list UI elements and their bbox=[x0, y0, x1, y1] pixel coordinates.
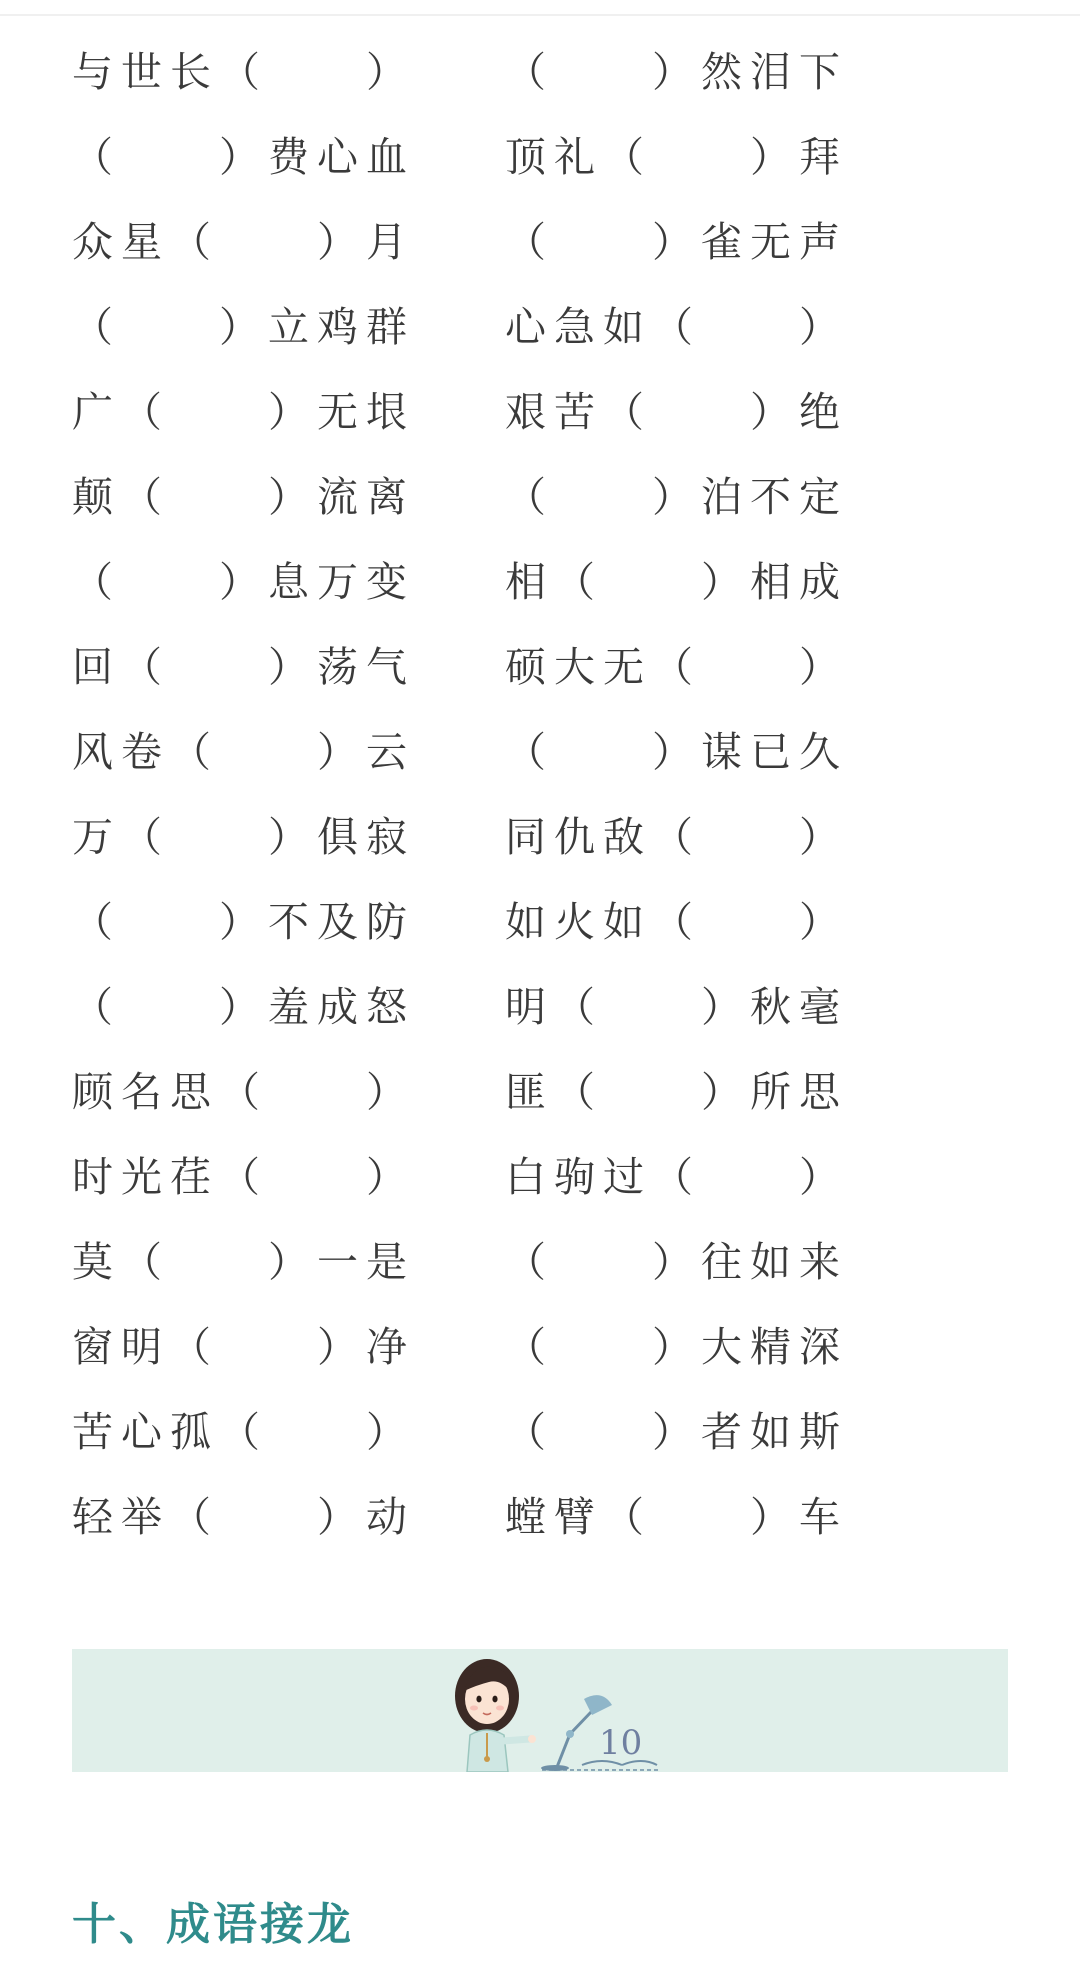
idiom-row bbox=[72, 291, 972, 376]
idiom-row bbox=[72, 121, 972, 206]
idiom-right: 硕大无（ ） bbox=[505, 643, 848, 691]
idiom-right: 螳臂（ ）车 bbox=[505, 1493, 848, 1541]
idiom-right: （ ）往如来 bbox=[505, 1238, 848, 1286]
idiom-row bbox=[72, 206, 972, 291]
idiom-left: （ ）费心血 bbox=[72, 133, 415, 181]
idiom-row bbox=[72, 886, 972, 971]
idiom-left: 轻举（ ）动 bbox=[72, 1493, 415, 1541]
idiom-left: 风卷（ ）云 bbox=[72, 728, 415, 776]
idiom-row bbox=[72, 1226, 972, 1311]
idiom-row bbox=[72, 36, 972, 121]
idiom-right: 艰苦（ ）绝 bbox=[505, 388, 848, 436]
section-banner bbox=[72, 1649, 1008, 1772]
idiom-left: 颠（ ）流离 bbox=[72, 473, 415, 521]
idiom-right: 如火如（ ） bbox=[505, 898, 848, 946]
idiom-exercise-grid bbox=[72, 36, 972, 1566]
idiom-right: （ ）雀无声 bbox=[505, 218, 848, 266]
idiom-row bbox=[72, 1481, 972, 1566]
idiom-left: （ ）立鸡群 bbox=[72, 303, 415, 351]
idiom-row bbox=[72, 971, 972, 1056]
girl-teacher-illustration bbox=[455, 1659, 536, 1772]
idiom-right: （ ）谋已久 bbox=[505, 728, 848, 776]
idiom-left: 窗明（ ）净 bbox=[72, 1323, 415, 1371]
idiom-right: （ ）者如斯 bbox=[505, 1408, 848, 1456]
idiom-left: 广（ ）无垠 bbox=[72, 388, 415, 436]
idiom-right: 白驹过（ ） bbox=[505, 1153, 848, 1201]
idiom-left: （ ）不及防 bbox=[72, 898, 415, 946]
idiom-left: （ ）息万变 bbox=[72, 558, 415, 606]
idiom-row bbox=[72, 1056, 972, 1141]
idiom-right: （ ）泊不定 bbox=[505, 473, 848, 521]
idiom-row bbox=[72, 1311, 972, 1396]
section-number: 10 bbox=[599, 1723, 643, 1763]
idiom-row bbox=[72, 631, 972, 716]
idiom-right: 顶礼（ ）拜 bbox=[505, 133, 848, 181]
idiom-left: 苦心孤（ ） bbox=[72, 1408, 415, 1456]
section-heading: 十、成语接龙 bbox=[72, 1899, 354, 1950]
idiom-row bbox=[72, 376, 972, 461]
idiom-right: 明（ ）秋毫 bbox=[505, 983, 848, 1031]
idiom-right: （ ）大精深 bbox=[505, 1323, 848, 1371]
idiom-right: 匪（ ）所思 bbox=[505, 1068, 848, 1116]
idiom-right: 心急如（ ） bbox=[505, 303, 848, 351]
idiom-left: 众星（ ）月 bbox=[72, 218, 415, 266]
idiom-left: 时光荏（ ） bbox=[72, 1153, 415, 1201]
top-divider bbox=[0, 14, 1080, 16]
idiom-left: 莫（ ）一是 bbox=[72, 1238, 415, 1286]
banner-illustration bbox=[442, 1649, 662, 1772]
idiom-left: 顾名思（ ） bbox=[72, 1068, 415, 1116]
idiom-right: 相（ ）相成 bbox=[505, 558, 848, 606]
idiom-left: 万（ ）俱寂 bbox=[72, 813, 415, 861]
idiom-right: （ ）然泪下 bbox=[505, 48, 848, 96]
idiom-left: 与世长（ ） bbox=[72, 48, 415, 96]
idiom-right: 同仇敌（ ） bbox=[505, 813, 848, 861]
idiom-row bbox=[72, 461, 972, 546]
idiom-left: 回（ ）荡气 bbox=[72, 643, 415, 691]
idiom-row bbox=[72, 1396, 972, 1481]
idiom-row bbox=[72, 546, 972, 631]
idiom-row bbox=[72, 716, 972, 801]
idiom-left: （ ）羞成怒 bbox=[72, 983, 415, 1031]
idiom-row bbox=[72, 801, 972, 886]
idiom-row bbox=[72, 1141, 972, 1226]
